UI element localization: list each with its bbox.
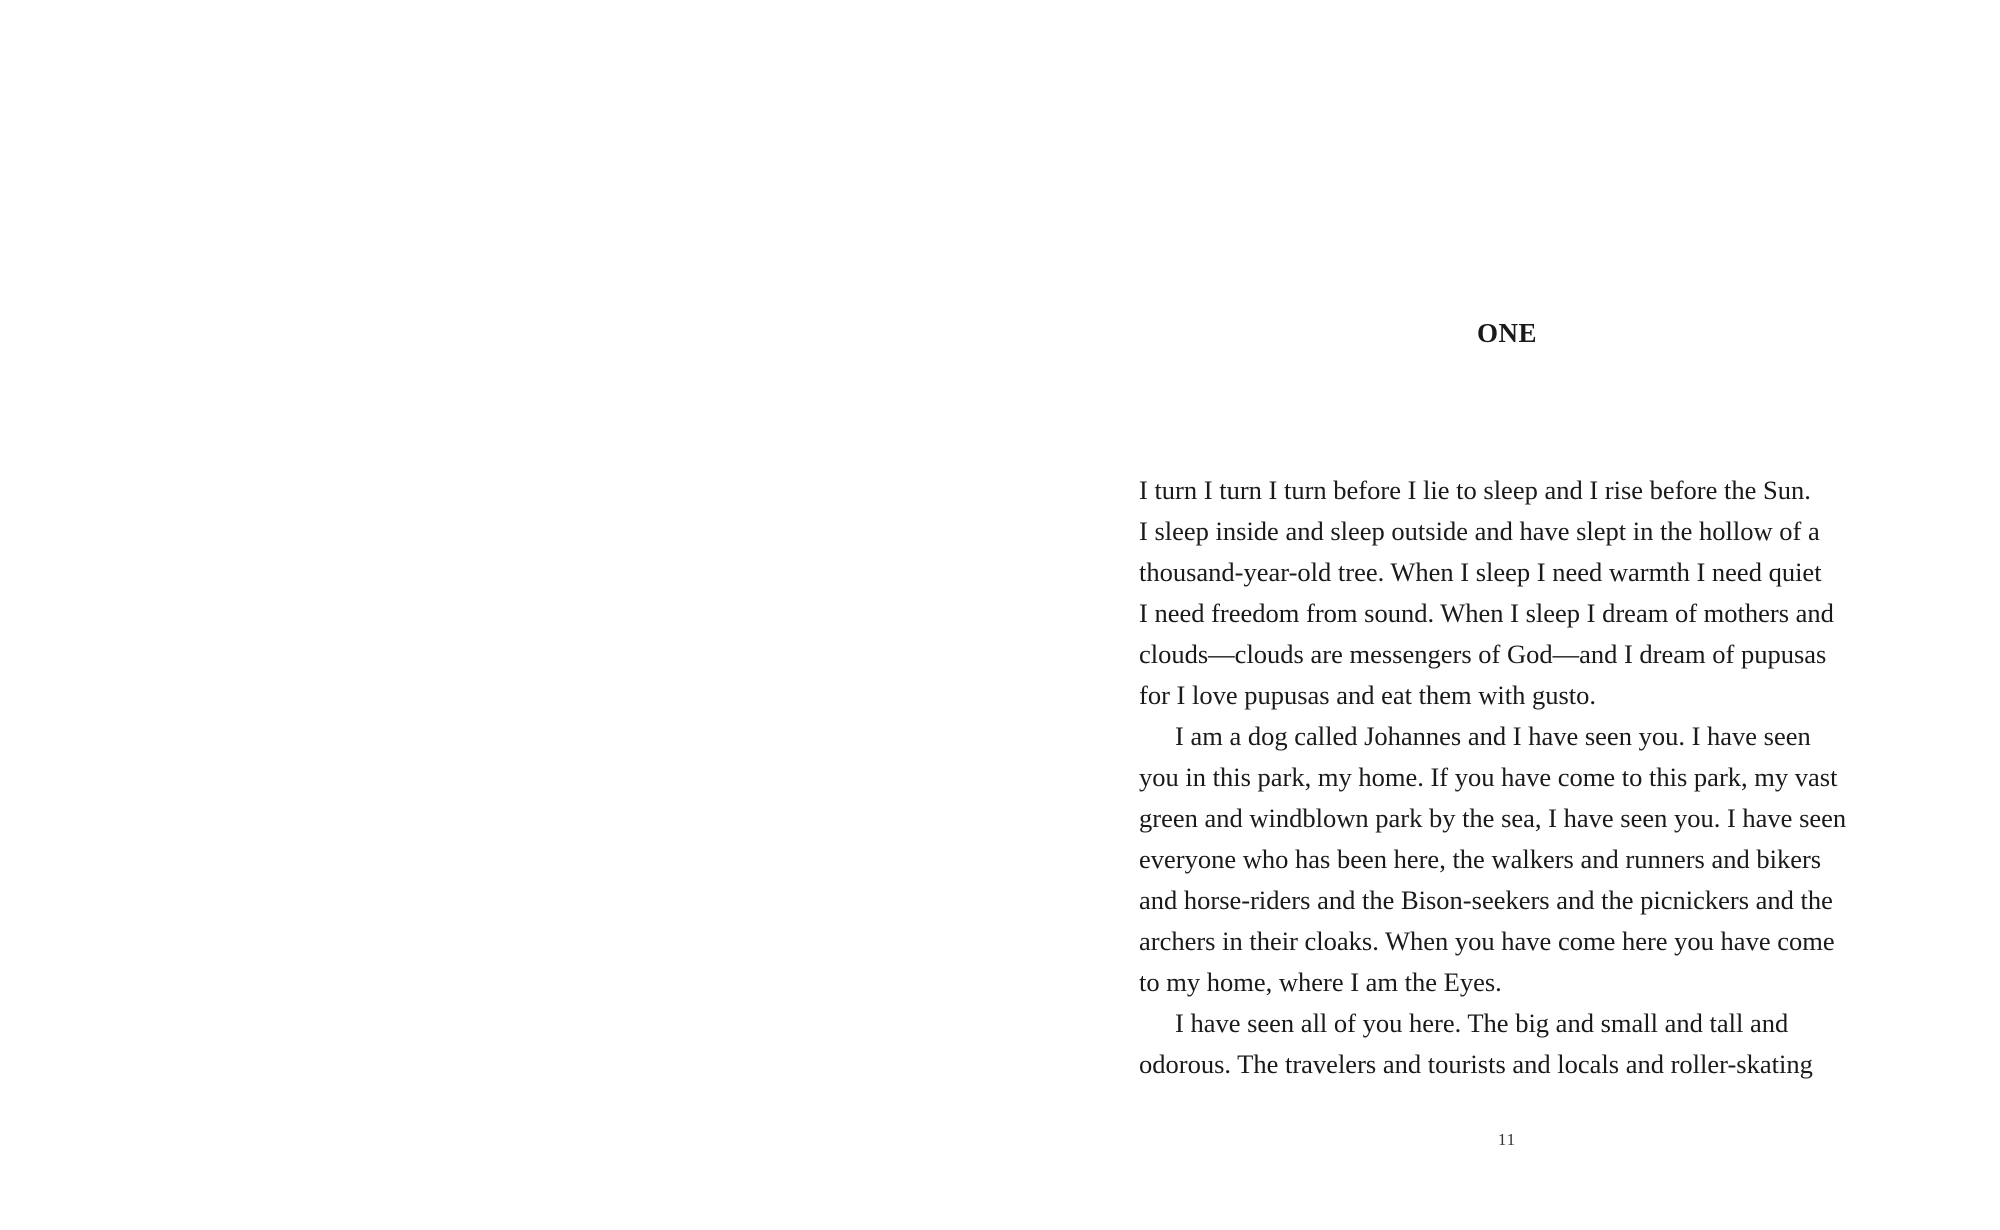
text-line: I sleep inside and sleep outside and have slept in the hollow of a (1139, 516, 1820, 546)
chapter-title: ONE (1476, 318, 1537, 348)
text-line: clouds—clouds are messengers of God—and I dream of pupusas (1139, 639, 1827, 669)
text-line: I have seen all of you here. The big and small and tall and (1175, 1008, 1789, 1038)
text-line: and horse-riders and the Bison-seekers and the picnickers and the (1139, 885, 1833, 915)
text-line: green and windblown park by the sea, I have seen you. I have seen (1139, 803, 1847, 833)
text-line: I am a dog called Johannes and I have seen you. I have seen (1175, 721, 1811, 751)
text-line: you in this park, my home. If you have come to this park, my vast (1139, 762, 1838, 792)
text-line: odorous. The travelers and tourists and locals and roller-skating (1139, 1049, 1813, 1079)
text-line: I turn I turn I turn before I lie to sleep and I rise before the Sun. (1139, 475, 1811, 505)
text-line: archers in their cloaks. When you have come here you have come (1139, 926, 1835, 956)
text-line: to my home, where I am the Eyes. (1139, 967, 1502, 997)
page-number: 11 (1497, 1130, 1517, 1149)
text-line: for I love pupusas and eat them with gusto. (1139, 680, 1597, 710)
text-line: thousand-year-old tree. When I sleep I need warmth I need quiet (1139, 557, 1822, 587)
body-text (1139, 470, 1899, 1085)
text-line: I need freedom from sound. When I sleep I dream of mothers and (1139, 598, 1834, 628)
text-line: everyone who has been here, the walkers and runners and bikers (1139, 844, 1822, 874)
